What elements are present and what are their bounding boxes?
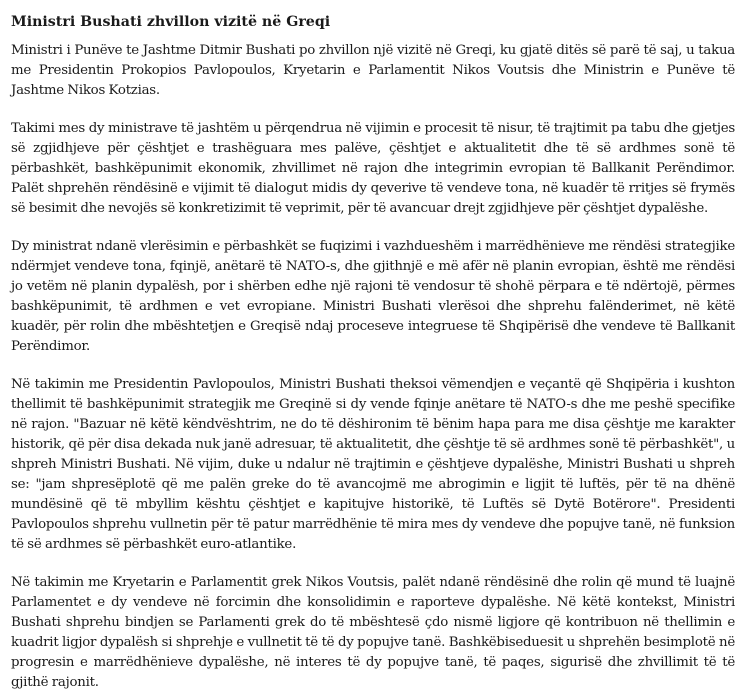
article-title: Ministri Bushati zhvillon vizitë në Greqi [11,14,331,30]
article [11,0,735,693]
article-paragraph: Në takimin me Presidentin Pavlopoulos, Ministri Bushati theksoi vëmendjen e veçantë që Shqipëria i kushton thellimit të bashkëpunimit strategjik me Greqinë si dy vende fqinje anëtare të NATO-s dhe me peshë specifike në rajon. "Bazuar në këtë këndvështrim, ne do të dëshironim të bënim hapa para me disa çështje me karakter historik, që për disa dekada nuk janë adresuar, të aktualitetit, dhe çështje të së ardhmes sonë të përbashkët", u shpreh Ministri Bushati. Në vijim, duke u ndalur në trajtimin e çështjeve dypalëshe, Ministri Bushati u shpreh se: "jam shpresëplotë që me palën greke do të avancojmë me abrogimin e ligjit të luftës, për të na dhënë mundësinë që të mbyllim kështu çështjet e kapitujve historikë, të Luftës së Dytë Botërore". Presidenti Pavlopoulos shprehu vullnetin për të patur marrëdhënie të mira mes dy vendeve dhe popujve tanë, në funksion të së ardhmes së përbashkët euro-atlantike. [11,377,735,552]
article-paragraph: Në takimin me Kryetarin e Parlamentit grek Nikos Voutsis, palët ndanë rëndësinë dhe rolin që mund të luajnë Parlamentet e dy vendeve në forcimin dhe konsolidimin e raporteve dypalëshe. Në këtë kontekst, Ministri Bushati shprehu bindjen se Parlamenti grek do të mbështesë çdo nismë ligjore që kontribuon në thellimin e kuadrit ligjor dypalësh si shprehje e vullnetit të të dy popujve tanë. Bashkëbiseduesit u shprehën besimplotë në progresin e marrëdhënieve dypalëshe, në interes të dy popujve tanë, të paqes, sigurisë dhe zhvillimit të të gjithë rajonit. [11,575,735,690]
article-paragraph: Takimi mes dy ministrave të jashtëm u përqendrua në vijimin e procesit të nisur, të trajtimit pa tabu dhe gjetjes së zgjidhjeve për çështjet e trashëguara mes palëve, çështjet e aktualitetit dhe të së ardhmes sonë të përbashkët, bashkëpunimit ekonomik, zhvillimet në rajon dhe integrimin evropian të Ballkanit Perëndimor. Palët shprehën rëndësinë e vijimit të dialogut midis dy qeverive të vendeve tona, në kuadër të rritjes së frymës së besimit dhe nevojës së konkretizimit të veprimit, për të avancuar drejt zgjidhjeve për çështjet dypalëshe. [11,121,735,216]
article-paragraph: Ministri i Punëve te Jashtme Ditmir Bushati po zhvillon një vizitë në Greqi, ku gjatë ditës së parë të saj, u takua me Presidentin Prokopios Pavlopoulos, Kryetarin e Parlamentit Nikos Voutsis dhe Ministrin e Punëve të Jashtme Nikos Kotzias. [11,43,735,98]
article-paragraph: Dy ministrat ndanë vlerësimin e përbashkët se fuqizimi i vazhdueshëm i marrëdhënieve me rëndësi strategjike ndërmjet vendeve tona, fqinjë, anëtarë të NATO-s, dhe gjithnjë e më afër në planin evropian, është me rëndësi jo vetëm në planin dypalësh, por i shërben edhe një rajoni të vendosur të shohë përpara e të ndërtojë, përmes bashkëpunimit, të ardhmen e vet evropiane. Ministri Bushati vlerësoi dhe shprehu falënderimet, në këtë kuadër, për rolin dhe mbështetjen e Greqisë ndaj proceseve integruese të Shqipërisë dhe vendeve të Ballkanit Perëndimor. [11,239,735,354]
